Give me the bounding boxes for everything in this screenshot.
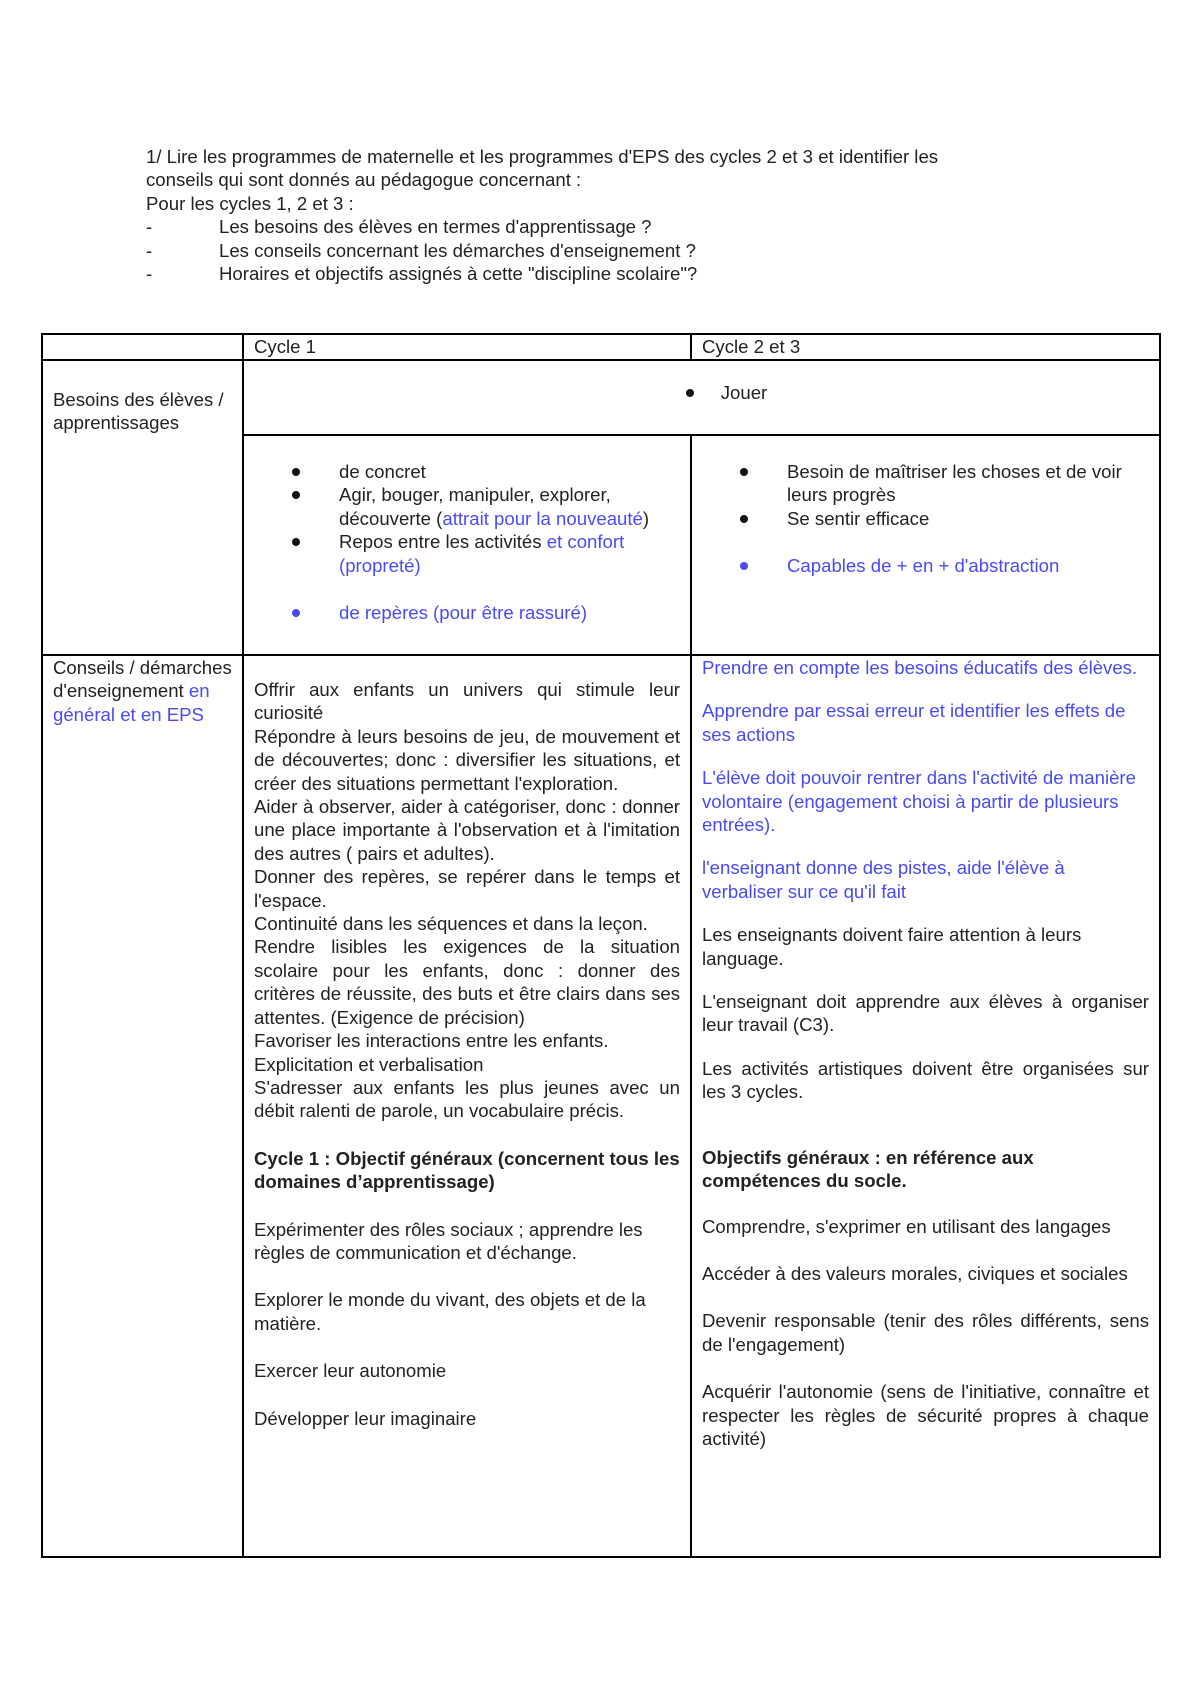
cycle23-conseil: L'enseignant doit apprendre aux élèves à organiser leur travail (C3). <box>702 991 1149 1036</box>
conseils-cycle1-line: Continuité dans les séquences et dans la leçon. <box>254 913 648 935</box>
list-item <box>292 460 680 483</box>
besoins-common-text: Jouer <box>720 382 768 403</box>
spacer <box>292 577 680 601</box>
conseils-cycle1-line: Favoriser les interactions entre les enfants. <box>254 1030 609 1052</box>
spacer <box>740 530 1149 554</box>
list-item-text-end: ) <box>642 507 650 529</box>
list-item-highlight: et confort (propreté) <box>339 531 625 576</box>
comparison-table <box>41 333 1161 1558</box>
list-item <box>740 460 1149 507</box>
conseils-cycle1-line: Répondre à leurs besoins de jeu, de mouvement et de découvertes; donc : diversifier les situations, et créer des situations permettant l'exploration. <box>254 725 680 794</box>
list-item-text: Se sentir efficace <box>787 507 930 529</box>
intro-line-1: 1/ Lire les programmes de maternelle et les programmes d'EPS des cycles 2 et 3 et identifier les <box>146 146 939 167</box>
cycle23-objective: Acquérir l'autonomie (sens de l'initiative, connaître et respecter les règles de sécurité propres à chaque activité) <box>702 1381 1149 1449</box>
cycle1-objective: Exercer leur autonomie <box>254 1360 447 1382</box>
dash-marker: - <box>146 239 153 261</box>
list-item-text: Besoin de maîtriser les choses et de voir leurs progrès <box>787 461 1122 506</box>
list-item <box>740 507 1149 530</box>
intro-dash-item <box>146 215 1046 238</box>
conseils-label: Conseils / démarches d'enseignement <box>53 657 232 702</box>
bullet-icon <box>686 389 694 397</box>
cycle23-conseil: L'élève doit pouvoir rentrer dans l'activité de manière volontaire (engagement choisi à partir de plusieurs entrées). <box>702 767 1136 836</box>
besoins-cycle23-list-extra <box>740 554 1149 577</box>
header-cycle-2-3: Cycle 2 et 3 <box>691 334 1160 360</box>
besoins-cycle23-list <box>740 460 1149 530</box>
intro-item-text: Les besoins des élèves en termes d'apprentissage ? <box>219 216 652 238</box>
list-item-highlight: attrait pour la nouveauté <box>442 507 643 529</box>
cycle23-conseil: Les enseignants doivent faire attention à leurs language. <box>702 924 1082 969</box>
list-item-text: de concret <box>339 461 426 482</box>
cycle1-objective: Explorer le monde du vivant, des objets et de la matière. <box>254 1289 646 1334</box>
conseils-cycle1-line: Aider à observer, aider à catégoriser, donc : donner une place importante à l'observation et à l'imitation des autres ( pairs et adultes). <box>254 796 680 864</box>
besoins-cycle1-list <box>292 460 680 577</box>
conseils-cycle1-line: Explicitation et verbalisation <box>254 1053 484 1075</box>
list-item-text: Agir, bouger, manipuler, explorer, découverte ( <box>339 484 611 529</box>
cycle23-conseil: l'enseignant donne des pistes, aide l'élève à verbaliser sur ce qu'il fait <box>702 857 1065 902</box>
conseils-cycle1-line: S'adresser aux enfants les plus jeunes avec un débit ralenti de parole, un vocabulaire précis. <box>254 1076 680 1122</box>
list-item-text: Repos entre les activités <box>339 531 547 553</box>
cycle1-objective: Développer leur imaginaire <box>254 1407 477 1429</box>
cycle23-objectives-title: Objectifs généraux : en référence aux compétences du socle. <box>702 1146 1034 1192</box>
conseils-cycle1-cell <box>243 655 691 1557</box>
list-item <box>292 483 680 530</box>
besoins-label-cell <box>42 360 243 655</box>
spacer <box>254 1123 680 1147</box>
cycle23-conseil: Les activités artistiques doivent être organisées sur les 3 cycles. <box>702 1057 1149 1103</box>
intro-item-text: Horaires et objectifs assignés à cette "discipline scolaire"? <box>219 263 698 285</box>
besoins-common-row <box>42 360 1160 435</box>
besoins-cycle1-list-extra <box>292 601 680 624</box>
list-item-text: Capables de + en + d'abstraction <box>787 555 1060 577</box>
list-item <box>292 530 680 577</box>
dash-marker: - <box>146 263 153 285</box>
conseils-cycle23-cell <box>691 655 1160 1557</box>
header-cycle-1: Cycle 1 <box>243 334 691 360</box>
list-item-text: de repères (pour être rassuré) <box>339 602 588 624</box>
cycle23-conseil: Prendre en compte les besoins éducatifs des élèves. <box>702 657 1138 678</box>
conseils-row <box>42 655 1160 1557</box>
besoins-cycle1-cell <box>243 435 691 655</box>
intro-dash-item <box>146 262 1046 285</box>
besoins-label: Besoins des élèves / apprentissages <box>53 389 224 434</box>
list-item <box>292 601 680 624</box>
conseils-label-highlight: en général et en EPS <box>53 680 210 725</box>
cycle23-conseil: Apprendre par essai erreur et identifier les effets de ses actions <box>702 700 1126 745</box>
conseils-cycle1-line: Offrir aux enfants un univers qui stimule leur curiosité <box>254 679 680 724</box>
jouer-bullet-item <box>686 381 768 404</box>
list-item <box>740 554 1149 577</box>
header-cell-empty <box>42 334 243 360</box>
besoins-cycle23-cell <box>691 435 1160 655</box>
conseils-label-cell <box>42 655 243 1557</box>
cycle1-objectives-title: Cycle 1 : Objectif généraux (concernent tous les domaines d’apprentissage) <box>254 1147 680 1193</box>
cycle23-objective: Devenir responsable (tenir des rôles différents, sens de l'engagement) <box>702 1310 1149 1355</box>
intro-line-2: conseils qui sont donnés au pédagogue concernant : <box>146 169 582 191</box>
intro-dash-item <box>146 239 1046 262</box>
conseils-cycle1-line: Rendre lisibles les exigences de la situation scolaire pour les enfants, donc : donner des critères de réussite, des buts et être clairs dans ses attentes. (Exigence de précision) <box>254 936 680 1028</box>
conseils-cycle1-line: Donner des repères, se repérer dans le temps et l'espace. <box>254 866 680 911</box>
table-header-row <box>42 334 1160 360</box>
besoins-common-cell <box>243 360 1160 435</box>
cycle23-objective: Comprendre, s'exprimer en utilisant des langages <box>702 1215 1111 1237</box>
intro-line-3: Pour les cycles 1, 2 et 3 : <box>146 192 354 214</box>
dash-marker: - <box>146 216 153 238</box>
intro-block <box>146 145 1046 285</box>
cycle23-objective: Accéder à des valeurs morales, civiques et sociales <box>702 1262 1128 1284</box>
intro-item-text: Les conseils concernant les démarches d'enseignement ? <box>219 239 696 261</box>
cycle1-objective: Expérimenter des rôles sociaux ; apprendre les règles de communication et d'échange. <box>254 1218 643 1263</box>
